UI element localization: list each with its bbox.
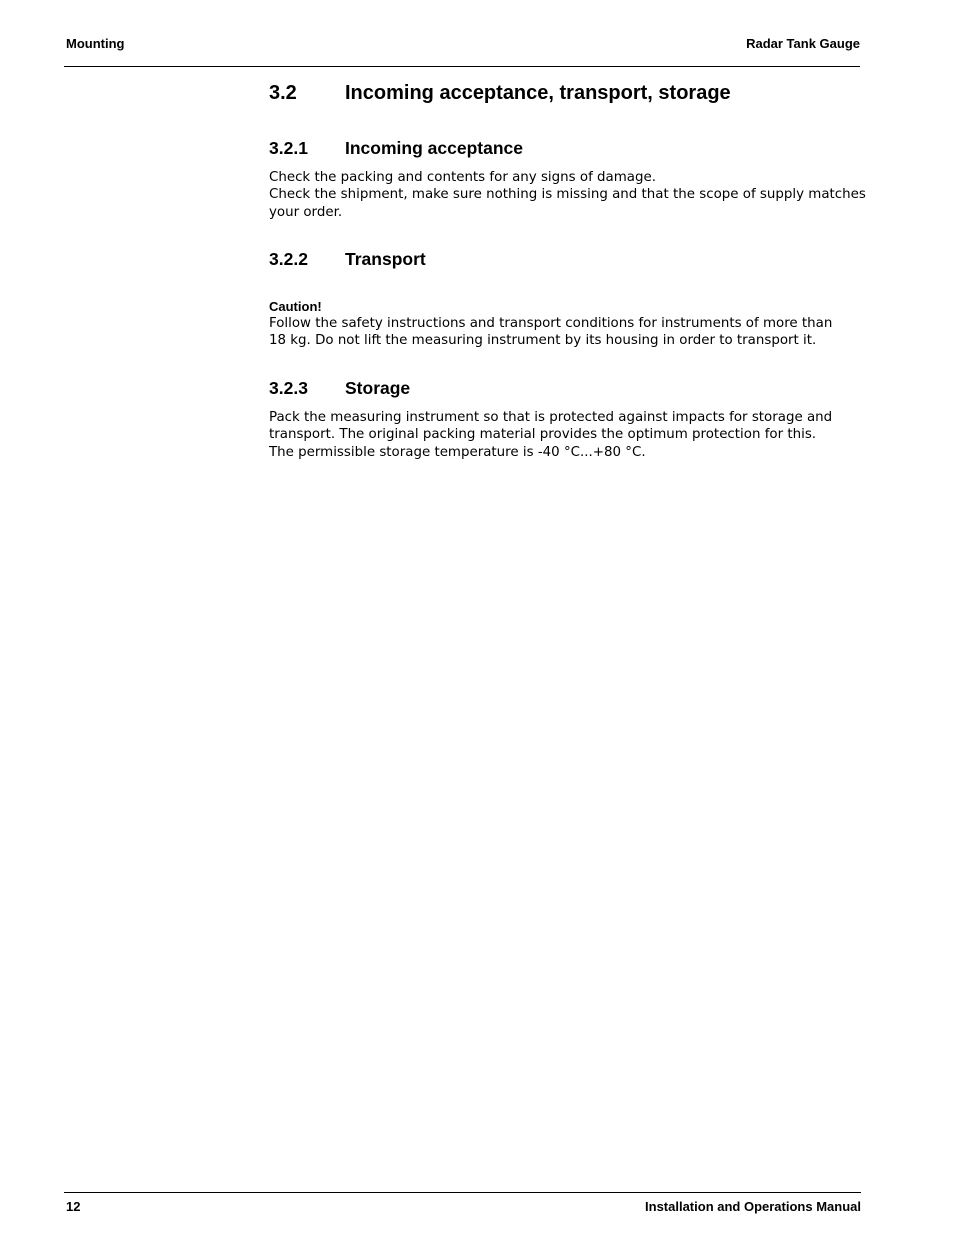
- subsection-number: 3.2.2: [269, 249, 308, 269]
- section-number: 3.2: [269, 82, 297, 104]
- subsection-title: Incoming acceptance: [345, 138, 523, 158]
- transport-text: [269, 315, 861, 350]
- running-header-product: Radar Tank Gauge: [746, 36, 860, 51]
- incoming-acceptance-text: [269, 169, 866, 221]
- header-divider: [64, 66, 860, 67]
- subsection-title: Transport: [345, 249, 426, 269]
- page-number: 12: [66, 1199, 81, 1214]
- text-line: Check the shipment, make sure nothing is missing and that the scope of supply matches: [269, 187, 866, 203]
- section-title: Incoming acceptance, transport, storage: [345, 82, 731, 104]
- section-heading: [269, 82, 731, 105]
- footer-manual-title: Installation and Operations Manual: [645, 1199, 861, 1214]
- text-line: transport. The original packing material provides the optimum protection for this.: [269, 427, 817, 443]
- storage-text: [269, 409, 861, 461]
- caution-label: Caution!: [269, 299, 322, 314]
- subsection-title: Storage: [345, 378, 411, 398]
- footer-divider: [64, 1192, 861, 1193]
- subsection-number: 3.2.3: [269, 378, 308, 398]
- subsection-number: 3.2.1: [269, 138, 308, 158]
- text-line: 18 kg. Do not lift the measuring instrument by its housing in order to transport it.: [269, 333, 817, 349]
- text-line: your order.: [269, 204, 343, 220]
- text-line: The permissible storage temperature is -40 °C...+80 °C.: [269, 444, 646, 460]
- running-header-section: Mounting: [66, 36, 125, 51]
- text-line: Pack the measuring instrument so that is protected against impacts for storage and: [269, 410, 833, 425]
- text-line: Follow the safety instructions and transport conditions for instruments of more than: [269, 316, 833, 331]
- subsection-heading-storage: [269, 378, 410, 399]
- subsection-heading-transport: [269, 249, 426, 270]
- text-line: Check the packing and contents for any signs of damage.: [269, 170, 656, 185]
- subsection-heading-incoming-acceptance: [269, 138, 523, 159]
